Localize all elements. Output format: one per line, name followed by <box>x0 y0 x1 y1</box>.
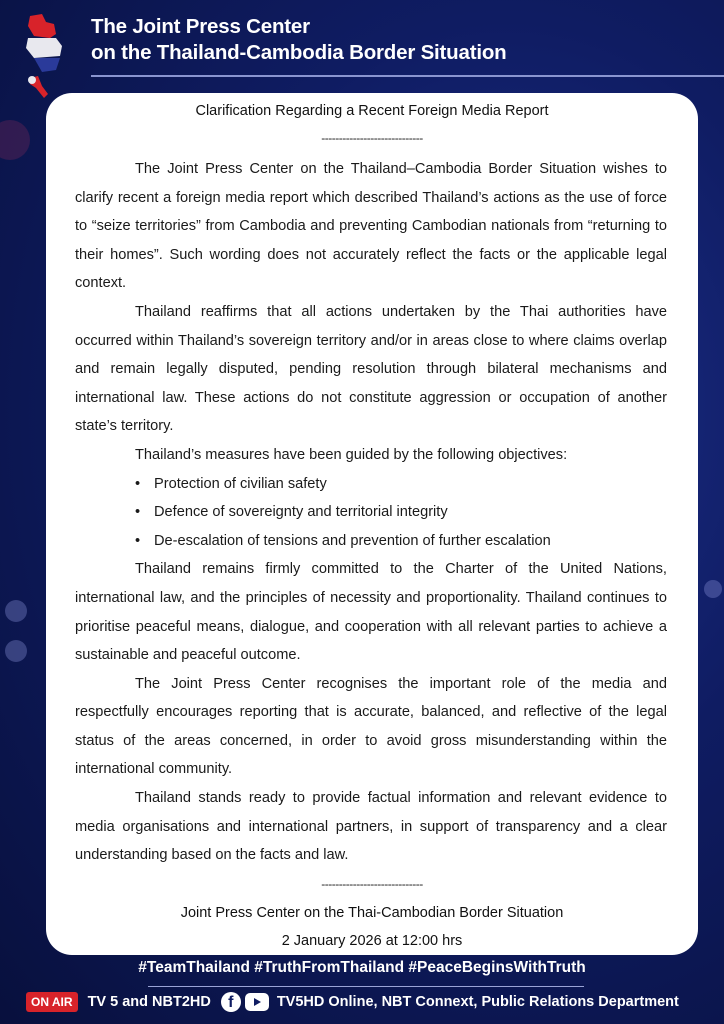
signature: Joint Press Center on the Thai-Cambodian Border Situation <box>180 905 564 921</box>
header-title-line2: on the Thailand-Cambodia Border Situation <box>91 41 507 64</box>
facebook-icon: f <box>221 992 241 1012</box>
footer-divider <box>148 986 584 987</box>
hashtags: #TeamThailand #TruthFromThailand #PeaceBeginsWithTruth <box>138 959 586 976</box>
list-item: • Protection of civilian safety <box>135 470 667 499</box>
header-divider <box>91 75 724 77</box>
paragraph: The Joint Press Center on the Thailand–Cambodia Border Situation wishes to clarify recent a foreign media report which described Thailand’s actions as the use of force to “seize territories” from Cambodia and preventing Cambodian nationals from “returning to their homes”. Such wording does not accurately reflect the facts or the applicable legal context. <box>75 161 667 292</box>
header-title-line1: The Joint Press Center <box>91 15 310 38</box>
broadcast-footer <box>26 991 679 1013</box>
background-hexagon <box>5 640 27 662</box>
list-item: • Defence of sovereignty and territorial integrity <box>135 498 667 527</box>
on-air-badge: ON AIR <box>26 992 78 1012</box>
background-hexagon <box>5 600 27 622</box>
objectives-list <box>75 470 667 556</box>
date: 2 January 2026 at 12:00 hrs <box>281 933 463 949</box>
thailand-map-logo <box>20 12 72 102</box>
background-hexagon <box>0 120 30 160</box>
paragraph: Thailand stands ready to provide factual information and relevant evidence to media organisations and international partners, in support of transparency and a clear understanding based on the facts and law. <box>75 790 667 864</box>
paragraph: Thailand reaffirms that all actions undertaken by the Thai authorities have occurred within Thailand’s sovereign territory and/or in areas close to where claims overlap and remain legally disputed, pending resolution through bilateral mechanisms and international law. These actions do not constitute aggression or occupation of another state’s territory. <box>75 303 667 435</box>
online-channels: TV5HD Online, NBT Connext, Public Relations Department <box>276 994 679 1010</box>
document-body <box>75 155 667 870</box>
background-hexagon <box>704 580 722 598</box>
document-title: Clarification Regarding a Recent Foreign Media Report <box>195 103 549 119</box>
separator: ----------------------------- <box>321 131 423 145</box>
paragraph: Thailand’s measures have been guided by the following objectives: <box>135 446 568 463</box>
paragraph: The Joint Press Center recognises the important role of the media and respectfully encourages reporting that is accurate, balanced, and reflective of the legal status of the areas concerned, in order to avoid gross misunderstanding within the international community. <box>75 675 667 778</box>
channels: TV 5 and NBT2HD <box>87 994 211 1010</box>
list-item: • De-escalation of tensions and prevention of further escalation <box>135 527 667 556</box>
header-title <box>91 14 506 66</box>
youtube-icon <box>245 993 269 1011</box>
statement-card <box>46 93 698 955</box>
separator: ----------------------------- <box>321 877 423 891</box>
paragraph: Thailand remains firmly committed to the Charter of the United Nations, international law, and the principles of necessity and proportionality. Thailand continues to prioritise peaceful means, dialogue, and cooperation with all relevant parties to achieve a sustainable and peaceful outcome. <box>75 561 667 664</box>
